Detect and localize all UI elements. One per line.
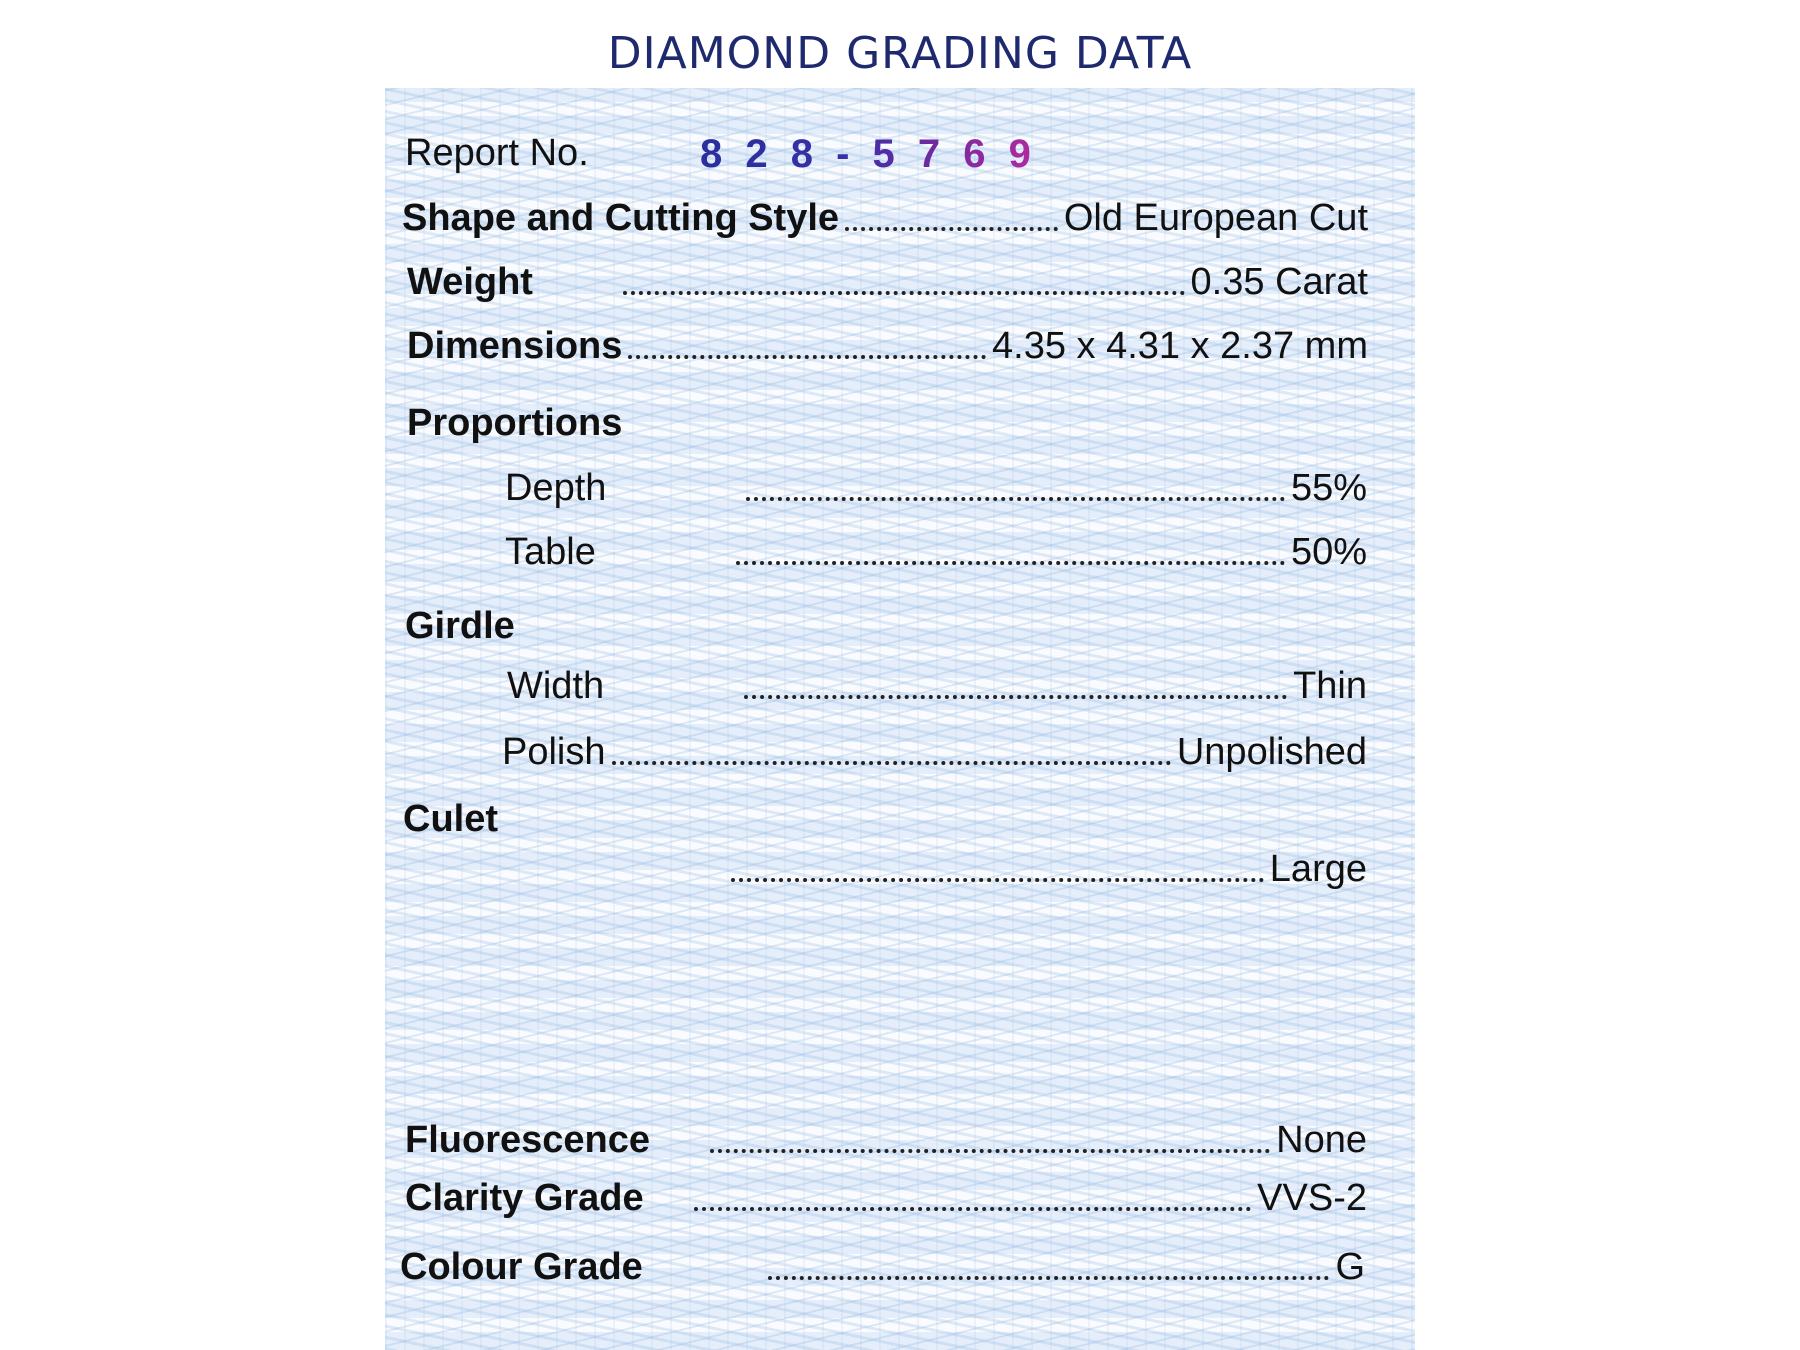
girdle-width-row (507, 664, 1367, 708)
leader-dots (694, 1207, 1252, 1211)
table-value: 50% (1290, 531, 1367, 573)
weight-value: 0.35 Carat (1190, 261, 1368, 303)
colour-label: Colour Grade (400, 1246, 643, 1288)
report-number-value: 8 2 8 - 5 7 6 9 (700, 132, 1034, 176)
leader-dots (710, 1149, 1270, 1153)
colour-row (400, 1245, 1365, 1289)
weight-label: Weight (407, 261, 533, 303)
dimensions-row (407, 324, 1368, 368)
girdle-width-label: Width (507, 665, 605, 707)
clarity-label: Clarity Grade (405, 1177, 644, 1219)
polish-row (502, 730, 1367, 774)
depth-row (505, 466, 1367, 510)
fluorescence-label: Fluorescence (405, 1119, 650, 1161)
dimensions-label: Dimensions (407, 325, 623, 367)
proportions-heading: Proportions (407, 402, 623, 444)
leader-dots (845, 227, 1058, 231)
table-label: Table (505, 531, 596, 573)
leader-dots (744, 695, 1287, 699)
clarity-value: VVS-2 (1257, 1177, 1367, 1219)
fluorescence-value: None (1276, 1119, 1367, 1161)
shape-label: Shape and Cutting Style (402, 197, 840, 239)
polish-value: Unpolished (1176, 731, 1367, 773)
girdle-width-value: Thin (1293, 665, 1367, 707)
document-title: DIAMOND GRADING DATA (607, 28, 1193, 79)
report-number-label: Report No. (405, 132, 589, 174)
colour-value: G (1335, 1246, 1365, 1288)
leader-dots (768, 1276, 1330, 1280)
leader-dots (623, 291, 1185, 295)
leader-dots (612, 761, 1171, 765)
dimensions-value: 4.35 x 4.31 x 2.37 mm (992, 325, 1368, 367)
leader-dots (736, 561, 1285, 565)
shape-row (402, 196, 1368, 240)
clarity-row (405, 1176, 1367, 1220)
fluorescence-row (405, 1118, 1367, 1162)
culet-value: Large (1269, 848, 1367, 890)
leader-dots (746, 497, 1285, 501)
culet-heading: Culet (403, 798, 498, 840)
table-row (505, 530, 1367, 574)
polish-label: Polish (502, 731, 606, 773)
depth-label: Depth (505, 467, 607, 509)
depth-value: 55% (1290, 467, 1367, 509)
culet-row (725, 847, 1367, 891)
weight-row (407, 260, 1368, 304)
leader-dots (731, 878, 1264, 882)
shape-value: Old European Cut (1063, 197, 1368, 239)
leader-dots (628, 355, 986, 359)
girdle-heading: Girdle (405, 605, 515, 647)
